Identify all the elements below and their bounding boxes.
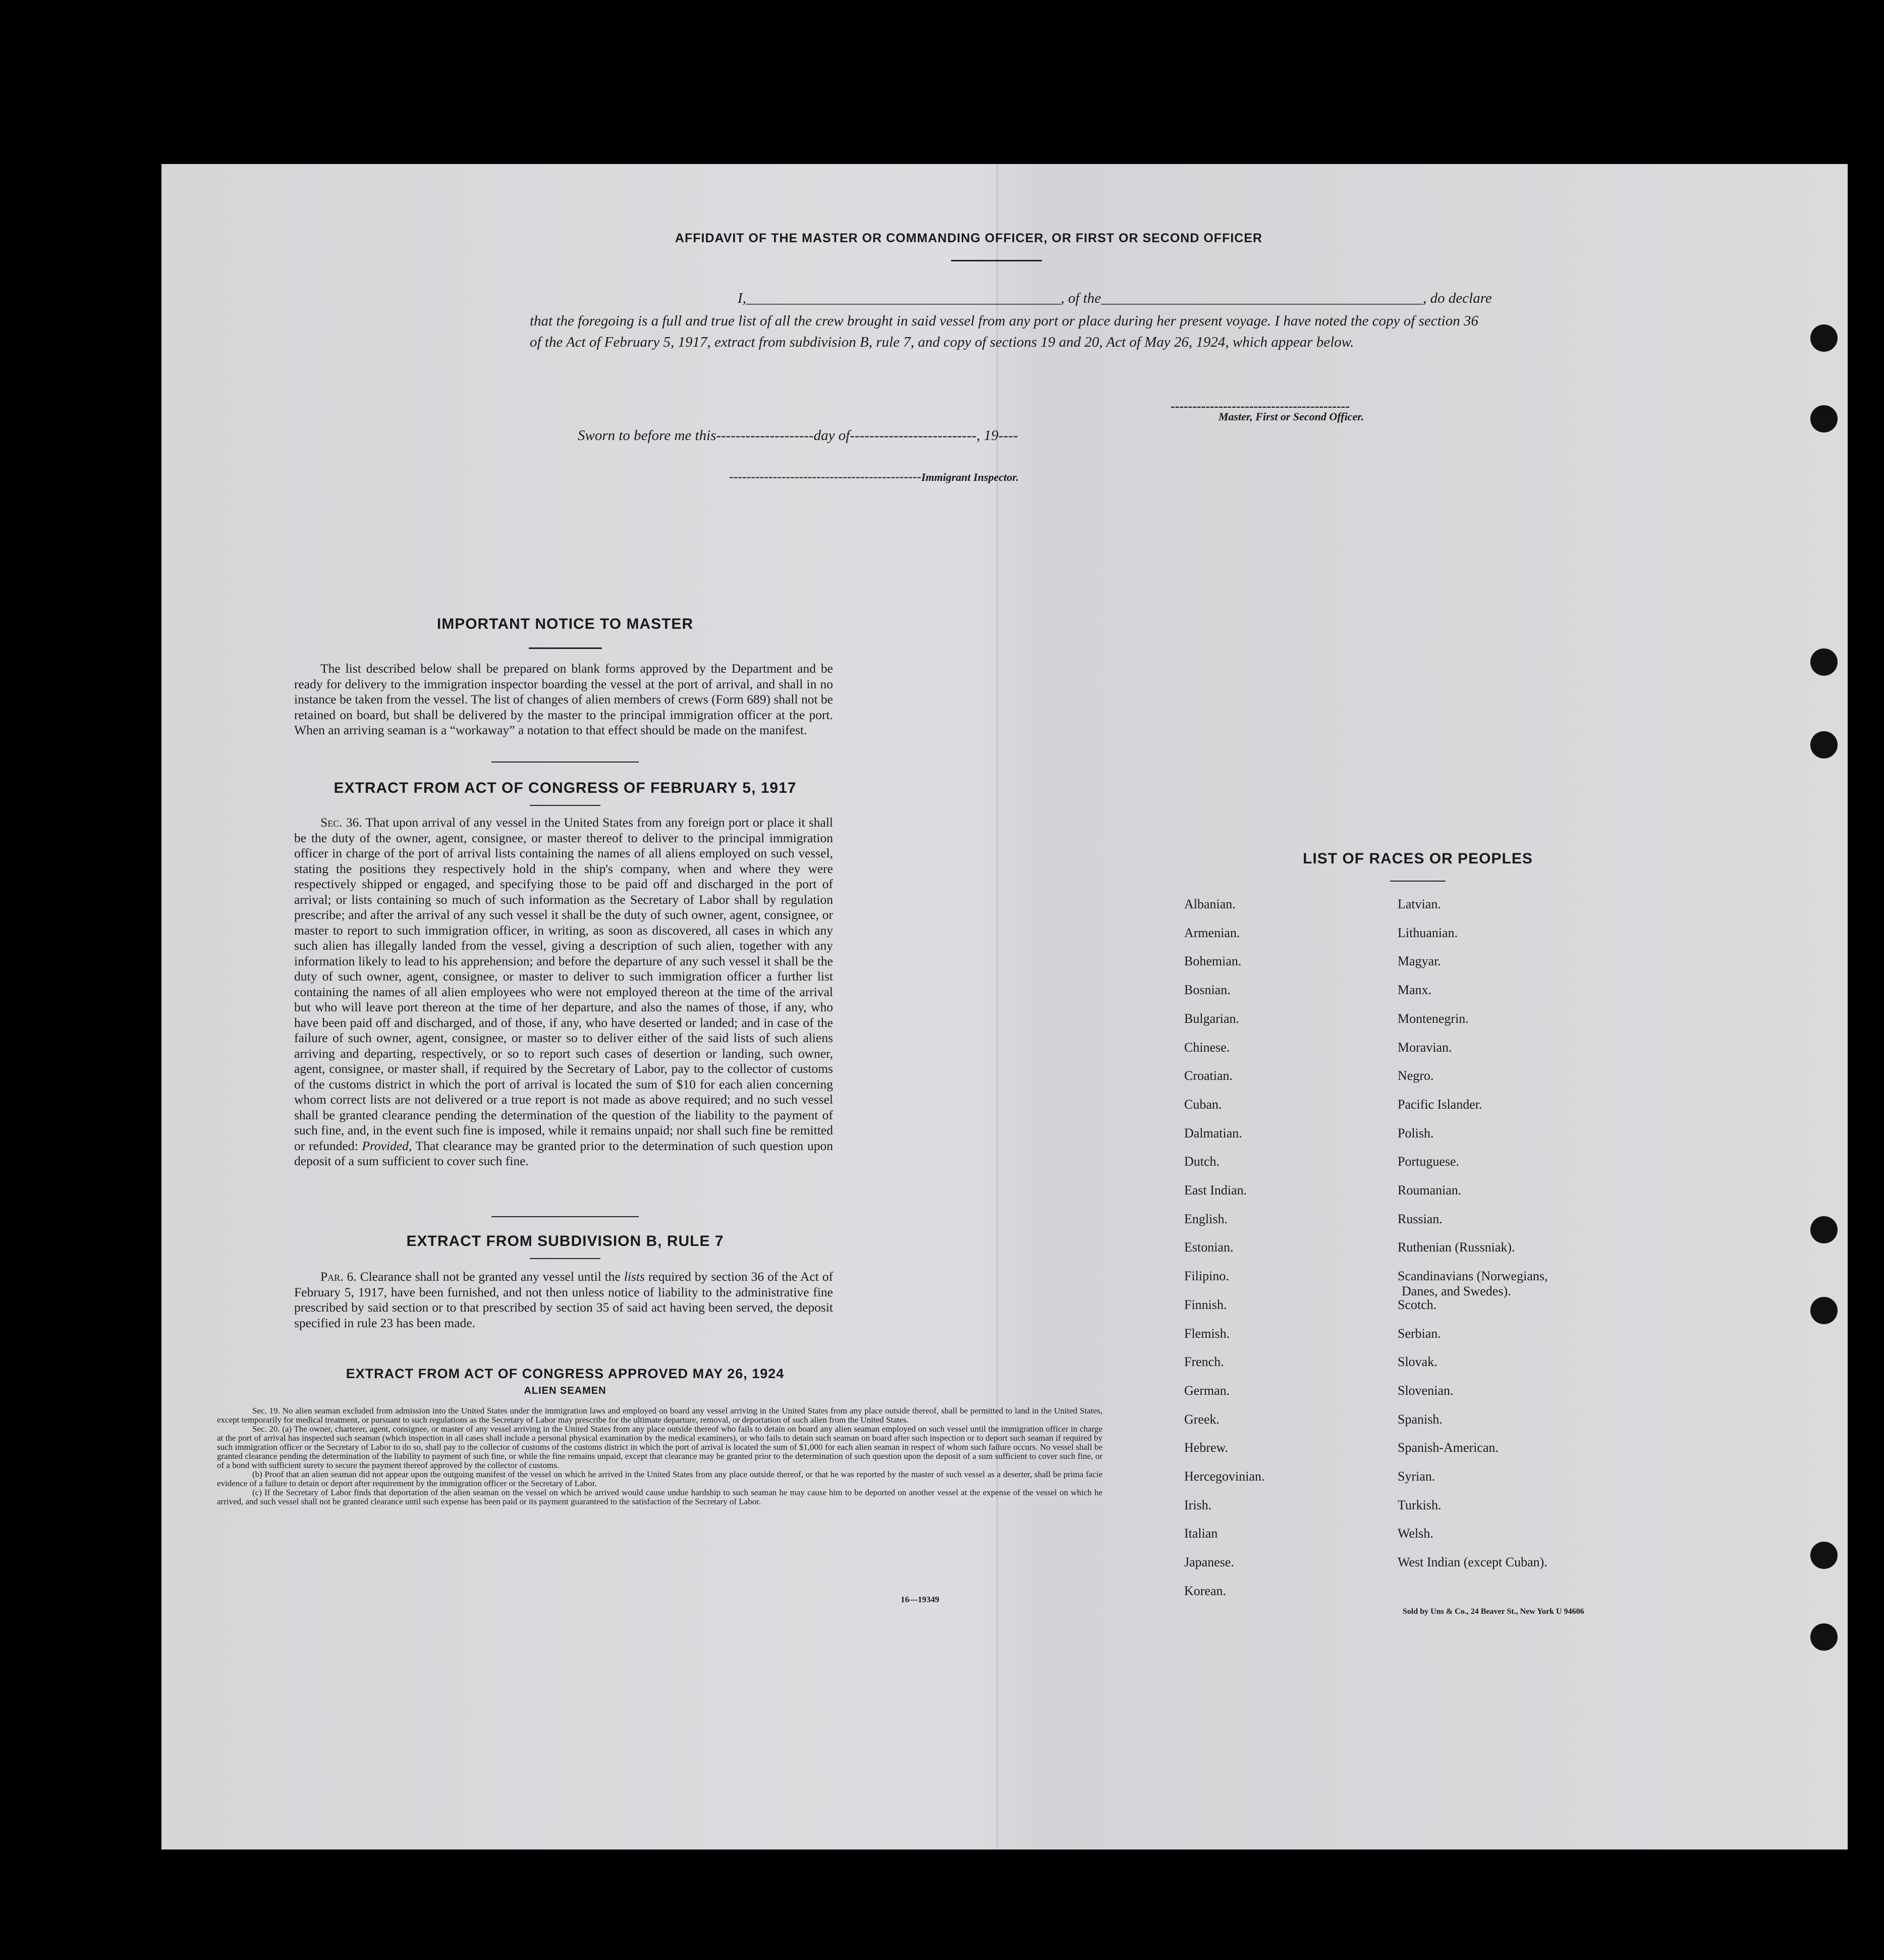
sworn-year-blank[interactable]: ----: [998, 427, 1018, 444]
sec-20a: Sec. 20. (a) The owner, charterer, agent, consignee, or master of any vessel arriving in the United States from any place outside thereof who fails to detain on board any alien seaman employed on such vessel until the immigration officer in charge at the port of arrival has inspected such seaman (which inspection in all cases shall include a personal physical examination by the medical examiners), or who fails to detain such seaman on board after such inspection or to deport such seaman if required by such immigration officer or the Secretary of Labor to do so, shall pay to the collector of customs of the customs district in which the port of arrival is located the sum of $1,000 for each alien seaman in respect of whom such failure occurs. No vessel shall be granted clearance pending the determination of the liability to payment of such fine, or while the fine remains unpaid, except that clearance may be granted prior to the determination of such question upon the deposit of a sum sufficient to cover such fine, or of a bond with sufficient surety to secure the payment thereof approved by the collector of customs.: [217, 1424, 1102, 1470]
lists-word: lists: [624, 1269, 645, 1284]
race-item: Polish.: [1398, 1125, 1434, 1140]
master-name-blank[interactable]: ___________________________________________,: [746, 290, 1065, 306]
race-item: Magyar.: [1398, 954, 1441, 969]
punch-hole: [1810, 405, 1838, 432]
inspector-line: [729, 469, 1019, 484]
race-item: Slovenian.: [1398, 1383, 1454, 1398]
race-item: Dalmatian.: [1184, 1125, 1242, 1140]
race-item: Scotch.: [1398, 1297, 1437, 1312]
race-item: German.: [1184, 1383, 1230, 1398]
race-item: Ruthenian (Russniak).: [1398, 1240, 1515, 1255]
punch-hole: [1810, 1297, 1838, 1324]
extract-1917-end-rule: [491, 1216, 639, 1217]
form-number: 16—19349: [901, 1595, 939, 1604]
race-item: Armenian.: [1184, 925, 1240, 940]
par-6-text: Clearance shall not be granted any vessel until the: [360, 1269, 621, 1284]
race-item: French.: [1184, 1354, 1224, 1370]
punch-hole: [1810, 648, 1838, 676]
race-item: Serbian.: [1398, 1326, 1441, 1341]
race-item: Pacific Islander.: [1398, 1097, 1482, 1112]
race-item: Filipino.: [1184, 1269, 1229, 1284]
master-signature-label: Master, First or Second Officer.: [1218, 410, 1364, 423]
race-item: Spanish.: [1398, 1411, 1443, 1427]
race-item: Estonian.: [1184, 1240, 1234, 1255]
inspector-label: Immigrant Inspector.: [921, 471, 1019, 483]
notice-end-rule: [491, 761, 639, 763]
sworn-day-blank[interactable]: --------------------: [716, 427, 814, 444]
sworn-line: [578, 427, 1018, 444]
race-item: Moravian.: [1398, 1040, 1452, 1055]
sec-36-text: That upon arrival of any vessel in the United States from any foreign port or place it shall be the duty of the owner, agent, consignee, or master thereof to deliver to the principal immigration officer in charge of the port of arrival lists containing the names of all aliens employed on such vessel, stating the positions they respectively hold in the ship's company, when and where they were respectively shipped or engaged, and specifying those to be paid off and discharged in the port of arrival; or lists containing so much of such information as the Secretary of Labor shall by regulation prescribe; and after the arrival of any such vessel it shall be the duty of such owner, agent, consignee, or master to report to such immigration officer, in writing, as soon as discovered, all cases in which any such alien has illegally landed from the vessel, giving a description of such alien, together with any information likely to lead to his apprehension; and before the departure of any such vessel it shall be the duty of such owner, agent, consignee, or master to deliver to such immigration officer a further list containing the names of all alien employees who were not employed thereon at the time of the arrival but who will leave port thereon at the time of her departure, and also the names of those, if any, who have been paid off and discharged, and of those, if any, who have deserted or landed; and in case of the failure of such owner, agent, consignee, or master so to deliver either of the said lists of such aliens arriving and departing, respectively, or so to report such cases of desertion or landing, such owner, agent, consignee, or master shall, if required by the Secretary of Labor, pay to the collector of customs of the customs district in which the port of arrival is located the sum of $10 for each alien concerning whom correct lists are not delivered or a true report is not made as above required; and no such vessel shall be granted clearance pending the determination of the question of the liability to the payment of such fine, and, in the event such fine is imposed, while it remains unpaid; nor shall such fine be remitted or refunded:: [294, 815, 833, 1153]
notice-body: The list described below shall be prepared on blank forms approved by the Department and be ready for delivery to the immigration inspector boarding the vessel at the port of arrival, and shall in no instance be taken from the vessel. The list of changes of alien members of crews (Form 689) shall not be retained on board, but shall be delivered by the master to the principal immigration officer at the port. When an arriving seaman is a “workaway” a notation to that effect should be made on the manifest.: [294, 661, 833, 737]
subdivision-b-body: [294, 1269, 833, 1331]
race-item: Hercegovinian.: [1184, 1469, 1265, 1484]
extract-1917-rule: [530, 805, 600, 806]
sec-20c: (c) If the Secretary of Labor finds that deportation of the alien seaman on the vessel on which he arrived would cause undue hardship to such seaman he may cause him to be deported on another vessel at the expense of the vessel on which he arrived, and such vessel shall not be granted clearance until such expense has been paid or its payment guaranteed to the satisfaction of the Secretary of Labor.: [217, 1488, 1102, 1506]
par-6-label: Par. 6.: [320, 1269, 357, 1284]
affidavit-i: I,: [738, 290, 746, 306]
race-item: Negro.: [1398, 1068, 1434, 1083]
race-item: Manx.: [1398, 983, 1432, 998]
sworn-day-of: day of: [813, 427, 850, 444]
master-signature-line[interactable]: -----------------------------------------: [1171, 399, 1350, 413]
affidavit-title: AFFIDAVIT OF THE MASTER OR COMMANDING OFFICER, OR FIRST OR SECOND OFFICER: [675, 231, 1263, 245]
race-item: Bohemian.: [1184, 954, 1242, 969]
alien-seamen-subtitle: ALIEN SEAMEN: [524, 1385, 606, 1396]
races-title: LIST OF RACES OR PEOPLES: [1303, 850, 1533, 867]
race-item: Danes, and Swedes).: [1402, 1284, 1511, 1299]
race-item: Scandinavians (Norwegians,: [1398, 1269, 1548, 1284]
sec-19: Sec. 19. No alien seaman excluded from admission into the United States under the immigration laws and employed on board any vessel arriving in the United States from any place outside thereof, shall be permitted to land in the United States, except temporarily for medical treatment, or pursuant to such regulations as the Secretary of Labor may prescribe for the ultimate departure, removal, or deportation of such alien from the United States.: [217, 1406, 1102, 1425]
race-item: Hebrew.: [1184, 1440, 1229, 1455]
extract-1924-body: [217, 1406, 1102, 1506]
races-rule: [1390, 881, 1446, 882]
inspector-signature-blank[interactable]: --------------------------------------------: [729, 469, 921, 484]
vessel-name-blank[interactable]: ____________________________________________,: [1101, 290, 1427, 306]
race-item: Greek.: [1184, 1411, 1220, 1427]
subdivision-b-title: EXTRACT FROM SUBDIVISION B, RULE 7: [406, 1233, 724, 1249]
race-item: Lithuanian.: [1398, 925, 1458, 940]
race-item: Croatian.: [1184, 1068, 1233, 1083]
notice-rule: [529, 647, 602, 649]
affidavit-of-the: of the: [1068, 290, 1101, 306]
notice-title: IMPORTANT NOTICE TO MASTER: [436, 616, 694, 632]
race-item: Spanish-American.: [1398, 1440, 1499, 1455]
extract-1924-title: EXTRACT FROM ACT OF CONGRESS APPROVED MAY 26, 1924: [346, 1366, 785, 1381]
punch-hole: [1810, 324, 1838, 352]
race-item: Finnish.: [1184, 1297, 1227, 1312]
provided-word: Provided,: [362, 1138, 412, 1153]
race-item: Irish.: [1184, 1497, 1212, 1512]
punch-hole: [1810, 1542, 1838, 1569]
extract-1917-body: [294, 815, 833, 1169]
race-item: Turkish.: [1398, 1497, 1442, 1512]
sworn-text: Sworn to before me this: [578, 427, 716, 444]
race-item: Russian.: [1398, 1211, 1443, 1226]
affidavit-title-rule: [951, 260, 1042, 261]
printer-imprint: Sold by Uns & Co., 24 Beaver St., New York U 94606: [1403, 1607, 1584, 1616]
extract-1917-title: EXTRACT FROM ACT OF CONGRESS OF FEBRUARY 5, 1917: [334, 780, 797, 796]
race-item: English.: [1184, 1211, 1228, 1226]
race-item: Japanese.: [1184, 1555, 1234, 1570]
affidavit-body: that the foregoing is a full and true list of all the crew brought in said vessel from any port or place during her present voyage. I have noted the copy of section 36 of the Act of February 5, 1917, extract from subdivision B, rule 7, and copy of sections 19 and 20, Act of May 26, 1924, which appear below.: [530, 313, 1478, 350]
race-item: Bulgarian.: [1184, 1011, 1240, 1026]
race-item: Slovak.: [1398, 1354, 1437, 1370]
sec-36-text-end: That clearance may be granted prior to the determination of such question upon deposit of a sum sufficient to cover such fine.: [294, 1138, 833, 1168]
race-item: Bosnian.: [1184, 983, 1231, 998]
race-item: Cuban.: [1184, 1097, 1222, 1112]
race-item: Latvian.: [1398, 897, 1441, 911]
sec-36-label: Sec. 36.: [320, 815, 362, 830]
race-item: Portuguese.: [1398, 1154, 1460, 1169]
form-sheet: [161, 164, 1848, 1849]
race-item: Korean.: [1184, 1583, 1227, 1598]
punch-hole: [1810, 1216, 1838, 1243]
sec-20b: (b) Proof that an alien seaman did not appear upon the outgoing manifest of the vessel on which he arrived in the United States from any place outside thereof, or that he was reported by the master of such vessel as a deserter, shall be prima facie evidence of a failure to detain or deport after requirement by the immigration officer or the Secretary of Labor.: [217, 1469, 1102, 1488]
race-item: Chinese.: [1184, 1040, 1230, 1055]
punch-hole: [1810, 1623, 1838, 1651]
race-item: Roumanian.: [1398, 1183, 1462, 1197]
sworn-year-prefix: , 19: [976, 427, 999, 444]
race-item: Welsh.: [1398, 1526, 1433, 1541]
par-6-text-end: required by section 36 of the Act of February 5, 1917, have been furnished, and not then unless notice of liability to the administrative fine prescribed by said section or to that prescribed by section 35 of said act having been served, the deposit specified in rule 23 has been made.: [294, 1269, 834, 1330]
race-item: Dutch.: [1184, 1154, 1220, 1169]
affidavit-do-declare: do declare: [1430, 290, 1492, 306]
race-item: Italian: [1184, 1526, 1218, 1541]
race-item: West Indian (except Cuban).: [1398, 1555, 1547, 1570]
race-item: Albanian.: [1184, 897, 1236, 911]
race-item: East Indian.: [1184, 1183, 1247, 1197]
subdivision-b-rule: [530, 1258, 600, 1259]
affidavit-declaration-line: [575, 290, 1635, 307]
page-fold: [996, 164, 998, 1849]
race-item: Montenegrin.: [1398, 1011, 1469, 1026]
sworn-month-blank[interactable]: --------------------------: [850, 427, 977, 444]
race-item: Flemish.: [1184, 1326, 1230, 1341]
punch-hole: [1810, 731, 1838, 758]
race-item: Syrian.: [1398, 1469, 1435, 1484]
